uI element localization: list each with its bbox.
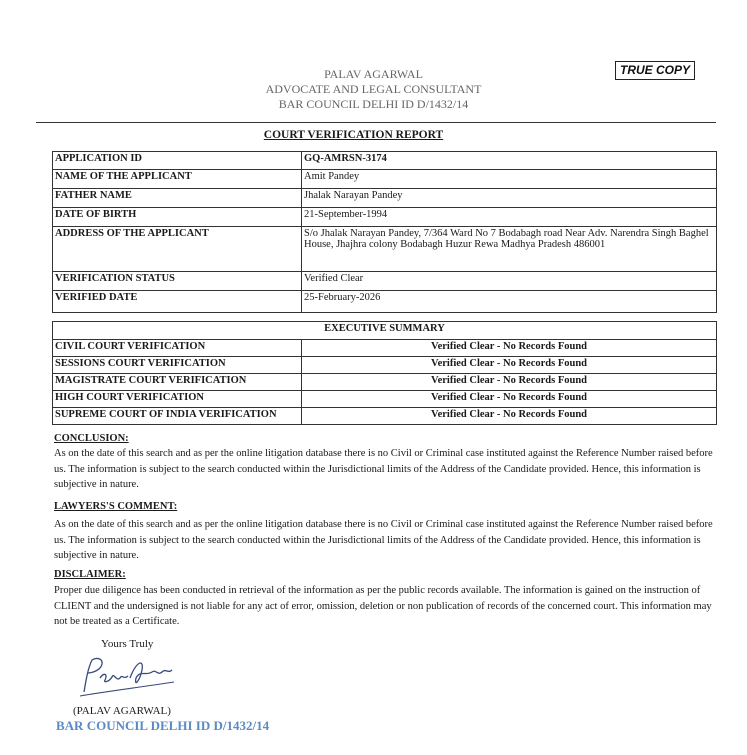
- table-row: [53, 272, 717, 291]
- detail-value: S/o Jhalak Narayan Pandey, 7/364 Ward No 7 Bodabagh road Near Adv. Narendra Singh Baghel House, Jhajhra colony Bodabagh Huzur Rewa Madhya Pradesh 486001: [302, 227, 717, 272]
- applicant-details-table: [52, 151, 717, 313]
- detail-value: Amit Pandey: [302, 170, 717, 189]
- table-row: [53, 208, 717, 227]
- summary-value: Verified Clear - No Records Found: [302, 374, 717, 391]
- lawyers-comment-heading: LAWYERS'S COMMENT:: [54, 501, 178, 512]
- report-title: COURT VERIFICATION REPORT: [263, 129, 444, 141]
- detail-value: Verified Clear: [302, 272, 717, 291]
- advocate-profession: ADVOCATE AND LEGAL CONSULTANT: [265, 82, 482, 96]
- table-row: [53, 189, 717, 208]
- detail-value: 21-September-1994: [302, 208, 717, 227]
- summary-label: CIVIL COURT VERIFICATION: [53, 340, 302, 357]
- table-row: [53, 152, 717, 170]
- table-row: [53, 227, 717, 272]
- summary-value: Verified Clear - No Records Found: [302, 391, 717, 408]
- detail-label: NAME OF THE APPLICANT: [53, 170, 302, 189]
- table-row: [53, 322, 717, 340]
- detail-value: GQ-AMRSN-3174: [302, 152, 717, 170]
- table-row: [53, 374, 717, 391]
- detail-label: VERIFIED DATE: [53, 291, 302, 313]
- true-copy-stamp: TRUE COPY: [615, 61, 695, 80]
- table-row: [53, 170, 717, 189]
- summary-value: Verified Clear - No Records Found: [302, 357, 717, 374]
- table-row: [53, 291, 717, 313]
- executive-summary-table: [52, 321, 717, 425]
- detail-label: FATHER NAME: [53, 189, 302, 208]
- disclaimer-heading: DISCLAIMER:: [54, 569, 126, 580]
- detail-value: Jhalak Narayan Pandey: [302, 189, 717, 208]
- lawyers-comment-text: As on the date of this search and as per the online litigation database there is no Civil or Criminal case instituted against the Reference Number raised before us. The information is subject to the search conducted within the Jurisdictional limits of the Address of the Candidate provided. Hence, this information is subjective in nature.: [54, 519, 713, 561]
- summary-label: SUPREME COURT OF INDIA VERIFICATION: [53, 408, 302, 425]
- summary-label: SESSIONS COURT VERIFICATION: [53, 357, 302, 374]
- disclaimer-text: Proper due diligence has been conducted in retrieval of the information as per the public records available. The information is gained on the instruction of CLIENT and the undersigned is not liable for any act of error, omission, deletion or non publication of records of the concerned court. This information may not be treated as a Certificate.: [54, 585, 712, 627]
- header-divider: [36, 122, 716, 123]
- summary-value: Verified Clear - No Records Found: [302, 408, 717, 425]
- summary-title: EXECUTIVE SUMMARY: [53, 322, 717, 340]
- signature-image: [74, 652, 179, 700]
- conclusion-text: As on the date of this search and as per the online litigation database there is no Civil or Criminal case instituted against the Reference Number raised before us. The information is subject to the search conducted within the Jurisdictional limits of the Address of the Candidate provided. Hence, this information is subjective in nature.: [54, 448, 713, 490]
- detail-label: VERIFICATION STATUS: [53, 272, 302, 291]
- table-row: [53, 357, 717, 374]
- signatory-name: (PALAV AGARWAL): [73, 705, 171, 717]
- summary-label: MAGISTRATE COURT VERIFICATION: [53, 374, 302, 391]
- summary-value: Verified Clear - No Records Found: [302, 340, 717, 357]
- detail-value: 25-February-2026: [302, 291, 717, 313]
- closing-text: Yours Truly: [101, 638, 154, 650]
- advocate-name: PALAV AGARWAL: [324, 67, 423, 81]
- table-row: [53, 408, 717, 425]
- detail-label: APPLICATION ID: [53, 152, 302, 170]
- table-row: [53, 340, 717, 357]
- table-row: [53, 391, 717, 408]
- detail-label: ADDRESS OF THE APPLICANT: [53, 227, 302, 272]
- summary-label: HIGH COURT VERIFICATION: [53, 391, 302, 408]
- conclusion-heading: CONCLUSION:: [54, 433, 129, 444]
- advocate-bar-id: BAR COUNCIL DELHI ID D/1432/14: [278, 97, 469, 111]
- detail-label: DATE OF BIRTH: [53, 208, 302, 227]
- signatory-bar-id: BAR COUNCIL DELHI ID D/1432/14: [56, 718, 270, 733]
